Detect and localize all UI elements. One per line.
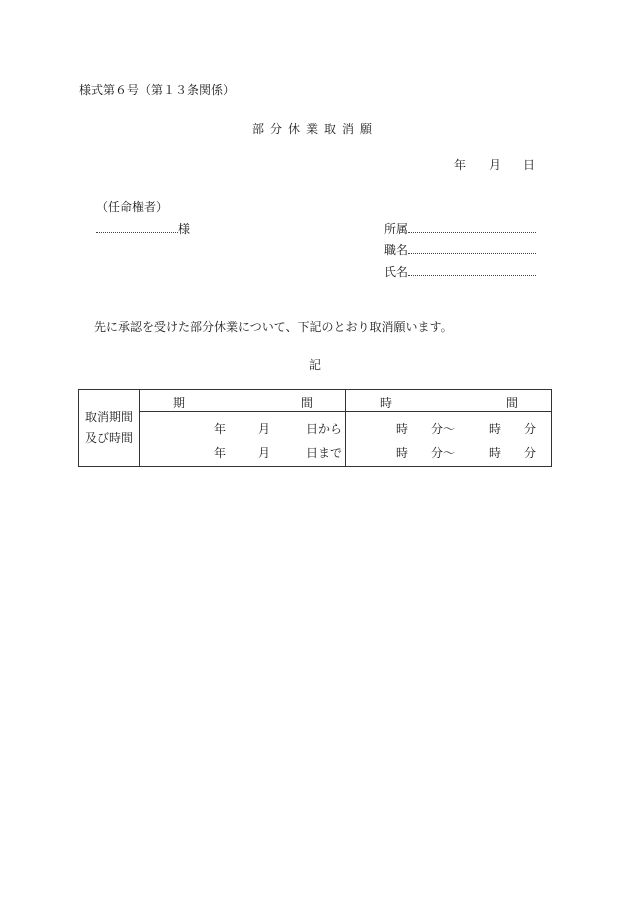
row-label-line2: 及び時間 — [84, 431, 133, 445]
job-title-blank[interactable] — [408, 241, 536, 254]
header-period-cell — [140, 390, 346, 412]
form-number: 様式第６号（第１３条関係） — [79, 83, 236, 97]
header-time-char1: 時 — [380, 396, 393, 410]
name-blank[interactable] — [408, 263, 536, 276]
to-year-unit: 年 — [214, 446, 227, 460]
row1-end-minute-unit: 分 — [524, 422, 537, 436]
row-label — [79, 407, 139, 449]
from-year-unit: 年 — [214, 422, 227, 436]
addressee-suffix: 様 — [178, 222, 191, 236]
row-label-line1: 取消期間 — [84, 410, 133, 424]
field-label: 職名 — [384, 243, 409, 257]
row1-start-minute-unit: 分～ — [431, 422, 456, 436]
affiliation-blank[interactable] — [408, 220, 536, 233]
field-label: 氏名 — [384, 265, 409, 279]
addressee-line — [96, 220, 190, 237]
row-label-cell — [79, 390, 140, 467]
to-day-suffix: 日まで — [306, 446, 343, 460]
date-year-unit: 年 — [454, 158, 467, 172]
row2-start-hour-unit: 時 — [396, 446, 409, 460]
body-text: 先に承認を受けた部分休業について、下記のとおり取消願います。 — [94, 320, 453, 334]
period-values-cell[interactable] — [140, 412, 346, 467]
from-month-unit: 月 — [258, 422, 271, 436]
field-label: 所属 — [384, 222, 409, 236]
time-values-cell[interactable] — [346, 412, 552, 467]
field-job-title — [384, 241, 536, 258]
header-time-cell — [346, 390, 552, 412]
cancellation-period-table — [78, 389, 552, 467]
addressee-blank[interactable] — [96, 220, 178, 233]
header-time-char2: 間 — [506, 396, 519, 410]
field-affiliation — [384, 220, 536, 237]
ki-heading: 記 — [308, 358, 321, 372]
row1-end-hour-unit: 時 — [489, 422, 502, 436]
header-period-char1: 期 — [173, 396, 186, 410]
document-title: 部分休業取消願 — [251, 122, 378, 136]
to-month-unit: 月 — [258, 446, 271, 460]
row1-start-hour-unit: 時 — [396, 422, 409, 436]
date-day-unit: 日 — [523, 158, 536, 172]
from-day-suffix: 日から — [306, 422, 343, 436]
row2-end-hour-unit: 時 — [489, 446, 502, 460]
field-name — [384, 263, 536, 280]
row2-start-minute-unit: 分～ — [431, 446, 456, 460]
row2-end-minute-unit: 分 — [524, 446, 537, 460]
appointer-label: （任命権者） — [96, 200, 169, 214]
date-month-unit: 月 — [489, 158, 502, 172]
header-period-char2: 間 — [301, 396, 314, 410]
